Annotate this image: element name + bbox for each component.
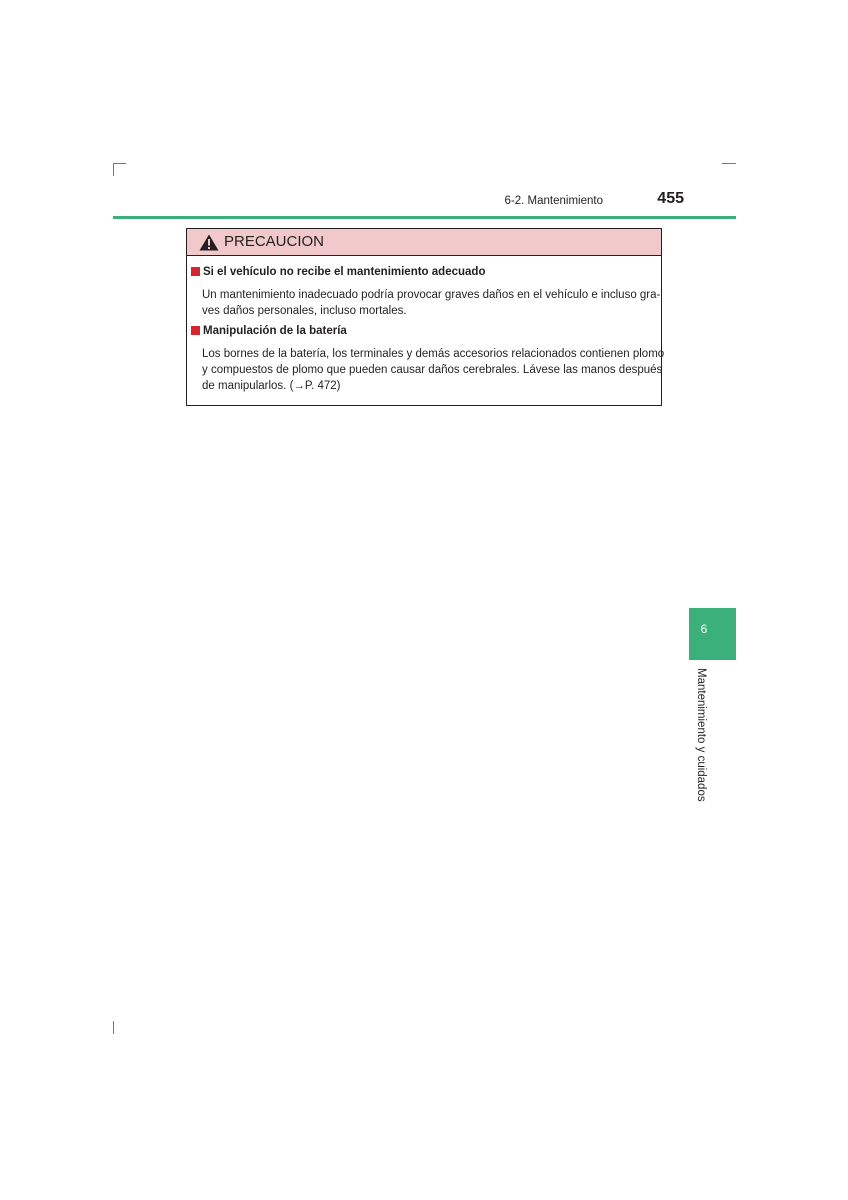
caution-item-body — [202, 346, 665, 394]
caution-item-body — [202, 287, 661, 319]
caution-header — [187, 229, 661, 256]
page-number: 455 — [657, 190, 684, 207]
chapter-number: 6 — [700, 622, 708, 636]
section-title: 6-2. Mantenimiento — [504, 195, 603, 207]
caution-box — [186, 228, 665, 406]
caution-item-title — [191, 325, 347, 337]
body-line: de manipularlos. (→P. 472) — [202, 380, 341, 392]
chapter-tab — [689, 608, 736, 660]
caution-item-title — [191, 266, 485, 278]
crop-mark-top-right — [722, 163, 736, 164]
caution-item-title-text: Si el vehículo no recibe el mantenimiento adecuado — [203, 266, 486, 278]
body-line: y compuestos de plomo que pueden causar daños cerebrales. Lávese las manos después — [202, 364, 663, 376]
caution-title: PRECAUCION — [224, 233, 325, 250]
square-bullet-icon — [191, 267, 200, 276]
body-line: Un mantenimiento inadecuado podría provocar graves daños en el vehículo e incluso gra- — [202, 289, 661, 301]
crop-mark-top-left-vertical — [113, 163, 114, 176]
body-line: ves daños personales, incluso mortales. — [202, 305, 407, 317]
warning-triangle-icon — [199, 234, 219, 251]
caution-item-title-text: Manipulación de la batería — [203, 325, 347, 337]
crop-mark-top-left-horizontal — [113, 163, 126, 164]
body-line: Los bornes de la batería, los terminales y demás accesorios relacionados contienen plomo — [202, 348, 665, 360]
crop-mark-bottom-left — [113, 1021, 114, 1034]
chapter-title: Mantenimiento y cuidados — [695, 668, 707, 802]
square-bullet-icon — [191, 326, 200, 335]
header-divider — [113, 216, 736, 219]
